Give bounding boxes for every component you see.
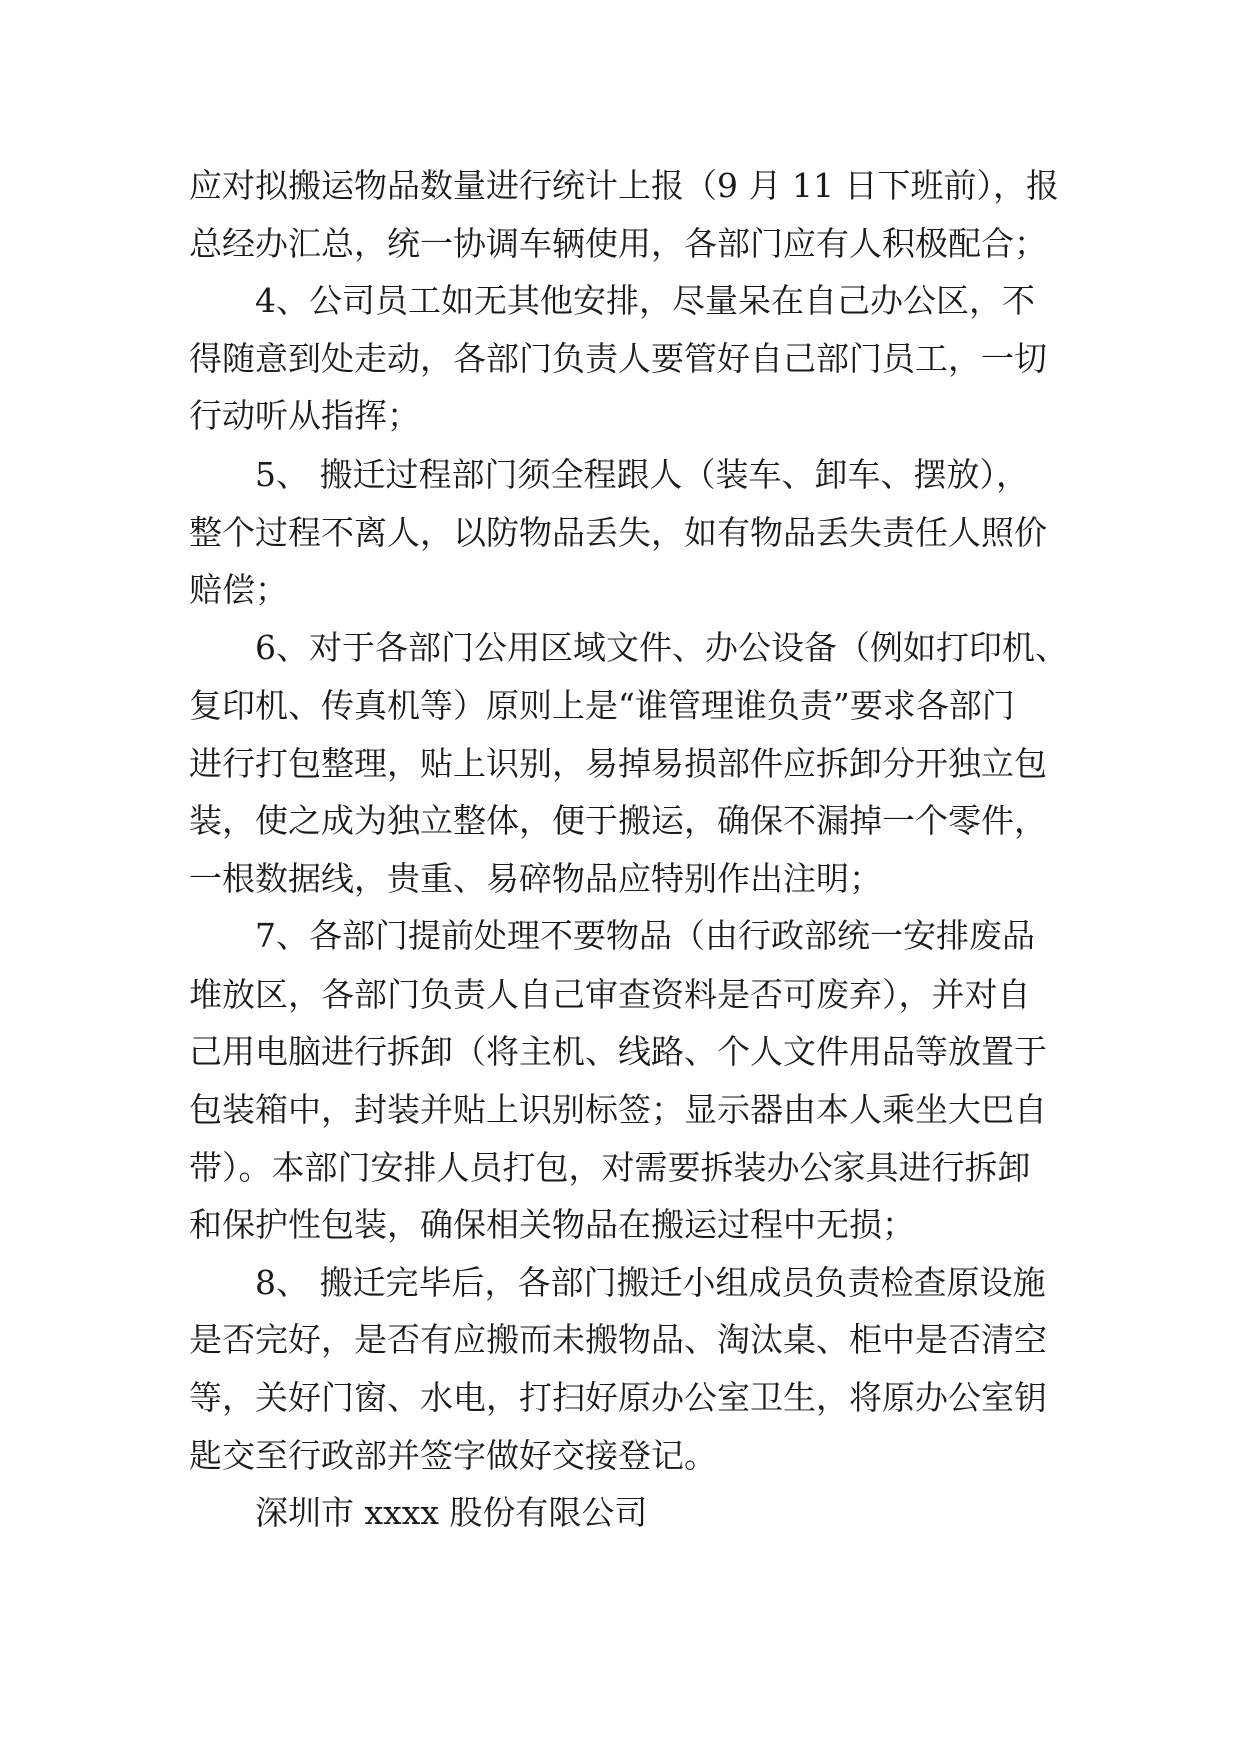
- text-line: 赔偿；: [189, 570, 288, 609]
- text-line: 进行打包整理，贴上识别，易掉易损部件应拆卸分开独立包: [189, 744, 1047, 783]
- paragraph-start-line: 7、各部门提前处理不要物品（由行政部统一安排废品: [255, 916, 1035, 955]
- text-line: 匙交至行政部并签字做好交接登记。: [189, 1436, 717, 1475]
- paragraph-start-line: 6、对于各部门公用区域文件、办公设备（例如打印机、: [255, 628, 1068, 667]
- text-line: 应对拟搬运物品数量进行统计上报（9 月 11 日下班前），报: [189, 166, 1059, 205]
- text-line: 总经办汇总，统一协调车辆使用，各部门应有人积极配合；: [189, 224, 1047, 263]
- text-line: 装，使之成为独立整体，便于搬运，确保不漏掉一个零件，: [189, 801, 1047, 840]
- text-line: 行动听从指挥；: [189, 396, 420, 435]
- text-line: 己用电脑进行拆卸（将主机、线路、个人文件用品等放置于: [189, 1032, 1047, 1071]
- text-line: 带）。本部门安排人员打包，对需要拆装办公家具进行拆卸: [189, 1148, 1031, 1187]
- text-line: 复印机、传真机等）原则上是“谁管理谁负责”要求各部门: [189, 686, 1015, 725]
- company-signature: 深圳市 xxxx 股份有限公司: [255, 1493, 648, 1532]
- paragraph-start-line: 4、公司员工如无其他安排，尽量呆在自己办公区，不: [255, 281, 1035, 320]
- text-line: 一根数据线，贵重、易碎物品应特别作出注明；: [189, 859, 882, 898]
- text-line: 是否完好，是否有应搬而未搬物品、淘汰桌、柜中是否清空: [189, 1320, 1047, 1359]
- text-line: 得随意到处走动，各部门负责人要管好自己部门员工，一切: [189, 339, 1047, 378]
- text-line: 堆放区，各部门负责人自己审查资料是否可废弃），并对自: [189, 975, 1031, 1014]
- text-line: 等，关好门窗、水电，打扫好原办公室卫生，将原办公室钥: [189, 1378, 1047, 1417]
- text-line: 整个过程不离人，以防物品丢失，如有物品丢失责任人照价: [189, 513, 1047, 552]
- paragraph-start-line: 5、 搬迁过程部门须全程跟人（装车、卸车、摆放），: [255, 455, 1029, 494]
- text-line: 和保护性包装，确保相关物品在搬运过程中无损；: [189, 1205, 915, 1244]
- text-line: 包装箱中，封装并贴上识别标签；显示器由本人乘坐大巴自: [189, 1090, 1047, 1129]
- paragraph-start-line: 8、 搬迁完毕后，各部门搬迁小组成员负责检查原设施: [255, 1263, 1046, 1302]
